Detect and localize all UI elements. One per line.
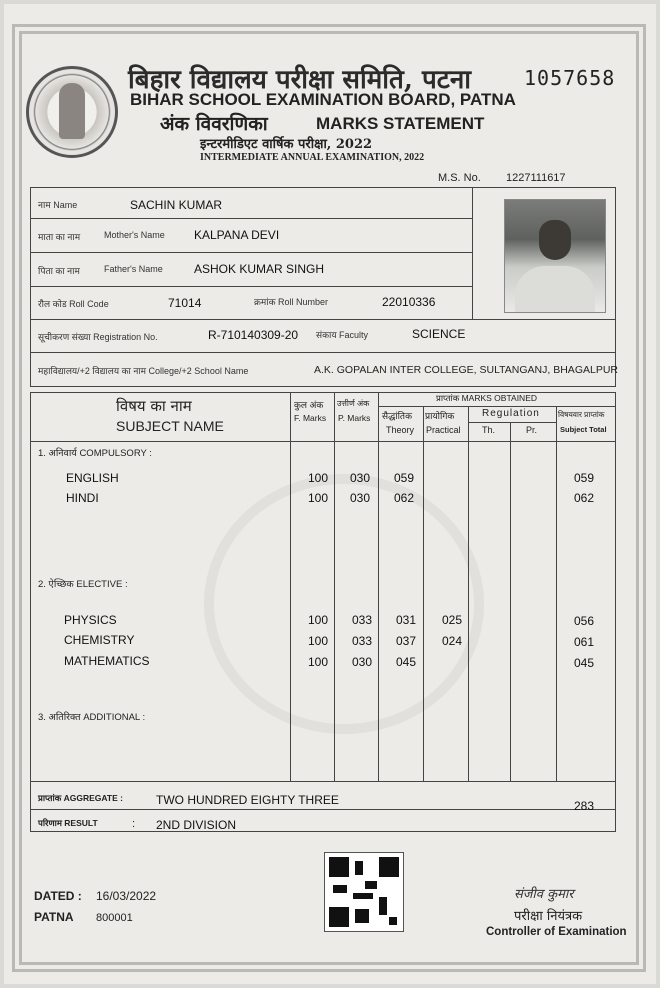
pass-marks-cell: 033	[352, 634, 373, 648]
aggregate-label: प्राप्तांक AGGREGATE :	[38, 793, 123, 803]
table-row: CHEMISTRY	[64, 633, 135, 647]
pass-marks-english: P. Marks	[338, 413, 371, 423]
pass-marks-cell: 030	[350, 491, 371, 505]
issue-date: 16/03/2022	[96, 889, 157, 903]
regulation-theory: Th.	[482, 425, 496, 435]
exam-name-english: INTERMEDIATE ANNUAL EXAMINATION, 2022	[200, 152, 425, 163]
controller-signature: संजीव कुमार	[514, 887, 574, 902]
table-row: HINDI	[66, 491, 99, 505]
student-name: SACHIN KUMAR	[130, 198, 223, 212]
total-cell: 059	[574, 471, 595, 485]
father-label-english: Father's Name	[104, 264, 163, 274]
student-photo	[504, 199, 606, 313]
full-marks-cell: 100	[308, 491, 329, 505]
total-cell: 061	[574, 635, 595, 649]
compulsory-section-label: 1. अनिवार्य COMPULSORY :	[38, 448, 152, 459]
theory-cell: 059	[394, 471, 415, 485]
board-name-english: BIHAR SCHOOL EXAMINATION BOARD, PATNA	[130, 90, 516, 109]
full-marks-hindi: कुल अंक	[294, 400, 324, 410]
serial-number: 1057658	[524, 66, 616, 90]
name-label: नाम Name	[38, 200, 78, 210]
practical-cell: 024	[442, 634, 463, 648]
theory-english: Theory	[386, 425, 415, 435]
faculty: SCIENCE	[412, 327, 466, 341]
pass-marks-cell: 030	[352, 655, 373, 669]
board-name-hindi: बिहार विद्यालय परीक्षा समिति, पटना	[128, 65, 471, 95]
college-label: महाविद्यालय/+2 विद्यालय का नाम College/+2 School Name	[38, 366, 249, 376]
mother-label-english: Mother's Name	[104, 230, 165, 240]
total-cell: 056	[574, 614, 595, 628]
full-marks-cell: 100	[308, 655, 329, 669]
qr-code	[324, 852, 404, 932]
subject-header-hindi: विषय का नाम	[116, 397, 192, 415]
additional-section-label: 3. अतिरिक्त ADDITIONAL :	[38, 712, 146, 723]
subject-header-english: SUBJECT NAME	[116, 418, 224, 434]
total-cell: 062	[574, 491, 595, 505]
statement-hindi: अंक विवरणिका	[160, 113, 268, 135]
total-cell: 045	[574, 656, 595, 670]
table-row: PHYSICS	[64, 613, 117, 627]
subject-total-hindi: विषयवार प्राप्तांक	[558, 410, 605, 419]
pass-marks-cell: 033	[352, 613, 373, 627]
regulation-practical: Pr.	[526, 425, 538, 435]
theory-cell: 045	[396, 655, 417, 669]
ms-number: 1227111617	[506, 172, 566, 184]
result-label: परिणाम RESULT	[38, 818, 98, 828]
theory-cell: 031	[396, 613, 417, 627]
mother-label-hindi: माता का नाम	[38, 232, 81, 242]
roll-code-label: रौल कोड Roll Code	[38, 299, 109, 309]
controller-title-english: Controller of Examination	[486, 926, 627, 938]
registration-label: सूचीकरण संख्या Registration No.	[38, 332, 158, 342]
registration-number: R-710140309-20	[208, 328, 299, 342]
elective-section-label: 2. ऐच्छिक ELECTIVE :	[38, 579, 128, 590]
practical-cell: 025	[442, 613, 463, 627]
full-marks-cell: 100	[308, 471, 329, 485]
board-emblem	[26, 66, 118, 158]
place: PATNA	[34, 910, 74, 924]
regulation-header: Regulation	[482, 408, 540, 419]
practical-hindi: प्रायोगिक	[425, 411, 455, 421]
ms-number-label: M.S. No.	[438, 172, 481, 184]
aggregate-words: TWO HUNDRED EIGHTY THREE	[156, 793, 339, 807]
roll-code: 71014	[168, 296, 202, 310]
table-row: ENGLISH	[66, 471, 119, 485]
theory-cell: 037	[396, 634, 417, 648]
subject-total-english: Subject Total	[560, 425, 607, 434]
result-value: 2ND DIVISION	[156, 818, 237, 832]
full-marks-cell: 100	[308, 634, 329, 648]
full-marks-cell: 100	[308, 613, 329, 627]
pass-marks-cell: 030	[350, 471, 371, 485]
roll-number: 22010336	[382, 295, 436, 309]
full-marks-english: F. Marks	[294, 413, 327, 423]
pin-code: 800001	[96, 912, 133, 924]
faculty-label: संकाय Faculty	[316, 330, 369, 340]
aggregate-value: 283	[574, 799, 595, 813]
dated-label: DATED :	[34, 889, 82, 903]
theory-cell: 062	[394, 491, 415, 505]
practical-english: Practical	[426, 425, 461, 435]
father-label-hindi: पिता का नाम	[38, 266, 80, 276]
marks-statement	[4, 4, 656, 984]
result-colon: :	[132, 818, 136, 830]
mother-name: KALPANA DEVI	[194, 228, 280, 242]
roll-number-label: क्रमांक Roll Number	[254, 297, 329, 307]
statement-english: MARKS STATEMENT	[316, 114, 485, 133]
pass-marks-hindi: उत्तीर्ण अंक	[337, 399, 370, 408]
exam-name-hindi: इन्टरमीडिएट वार्षिक परीक्षा, 2022	[200, 137, 373, 152]
controller-title-hindi: परीक्षा नियंत्रक	[514, 909, 583, 924]
table-row: MATHEMATICS	[64, 654, 150, 668]
father-name: ASHOK KUMAR SINGH	[194, 262, 325, 276]
college-name: A.K. GOPALAN INTER COLLEGE, SULTANGANJ, BHAGALPUR	[314, 364, 618, 376]
theory-hindi: सैद्धांतिक	[382, 411, 412, 421]
marks-obtained-header: प्राप्तांक MARKS OBTAINED	[436, 393, 538, 403]
